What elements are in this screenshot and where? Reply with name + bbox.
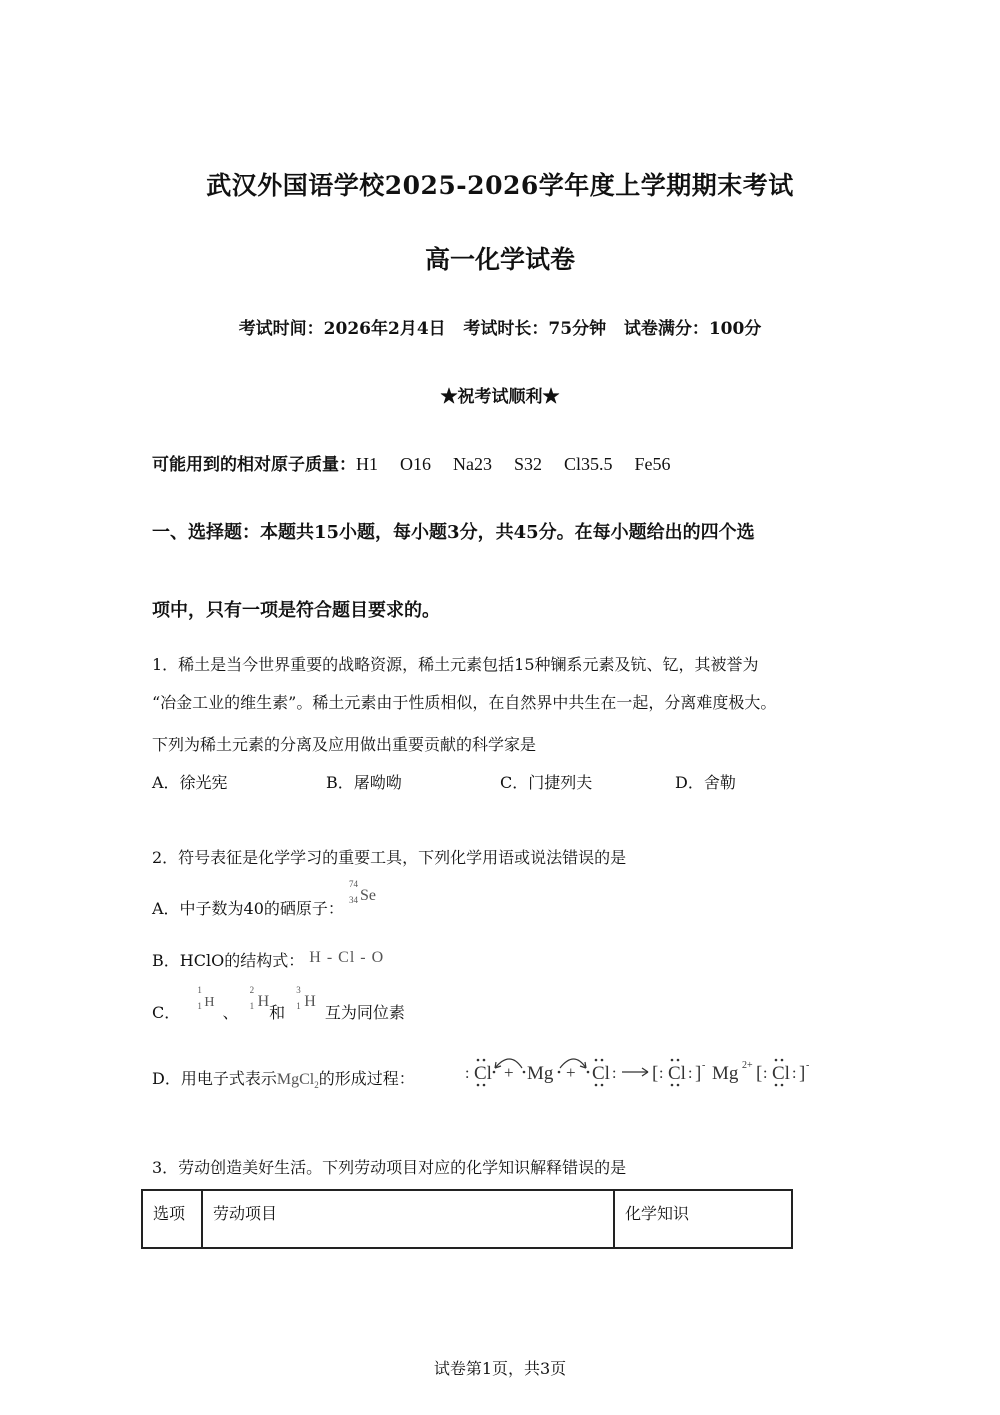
isotope-h2 — [249, 985, 270, 1011]
svg-text:Cl: Cl — [668, 1063, 686, 1084]
q1-line2: “冶金工业的维生素”。稀土元素由于性质相似，在自然界中共生在一起，分离难度极大。 — [152, 693, 777, 712]
svg-text::: : — [465, 1065, 470, 1082]
q1-option-b: B．屠呦呦 — [326, 773, 402, 792]
isotope-h3 — [296, 985, 316, 1011]
mass-item: S32 — [514, 454, 543, 474]
q1-option-a: A．徐光宪 — [152, 773, 228, 792]
svg-text:Cl: Cl — [592, 1063, 610, 1084]
q2-option-a — [152, 879, 377, 919]
svg-text:Cl: Cl — [474, 1063, 492, 1084]
isotope-symbol: H — [204, 995, 215, 1010]
svg-text:+: + — [504, 1063, 514, 1082]
svg-text:[: [ — [652, 1063, 659, 1084]
isotope-symbol: H — [257, 993, 270, 1010]
exam-subtitle: 高一化学试卷 — [424, 245, 575, 274]
hclo-structure: H - Cl - O — [309, 949, 385, 966]
isotope-mass: 2 — [249, 985, 255, 995]
svg-text:[: [ — [756, 1063, 763, 1084]
mass-item: O16 — [400, 454, 431, 474]
isotope-symbol: H — [304, 993, 316, 1010]
q2-option-c — [152, 985, 405, 1023]
q2-stem: 2．符号表征是化学学习的重要工具，下列化学用语或说法错误的是 — [152, 848, 627, 867]
svg-text::: : — [688, 1065, 693, 1082]
table-header-row — [142, 1190, 792, 1248]
formula-subscript: 2 — [314, 1080, 319, 1091]
mass-item: Na23 — [453, 454, 492, 474]
isotope-atomic: 1 — [249, 1001, 255, 1011]
q1-line3: 下列为稀土元素的分离及应用做出重要贡献的科学家是 — [152, 735, 537, 754]
element-symbol: Se — [360, 887, 377, 904]
exam-title: 武汉外国语学校2025-2026学年度上学期期末考试 — [206, 171, 794, 200]
svg-text::: : — [792, 1065, 797, 1082]
svg-text:+: + — [566, 1063, 576, 1082]
mass-item: H1 — [356, 454, 378, 474]
isotope-mass: 1 — [197, 985, 202, 995]
section-heading-line2: 项中，只有一项是符合题目要求的。 — [152, 600, 440, 621]
isotope-atomic: 1 — [197, 1001, 202, 1011]
svg-text:-: - — [702, 1060, 706, 1071]
selenium-nuclide — [349, 879, 377, 905]
mass-item: Cl35.5 — [564, 454, 613, 474]
mgcl2-electron-dot-diagram — [462, 1048, 822, 1094]
svg-text:Mg: Mg — [712, 1063, 739, 1084]
q2-d-text: D．用电子式表示 — [152, 1069, 277, 1088]
formula-main: MgCl — [276, 1071, 315, 1088]
table-header-knowledge: 化学知识 — [614, 1190, 792, 1248]
mass-number: 74 — [349, 879, 359, 889]
q2-c-suffix: 互为同位素 — [324, 1003, 405, 1022]
isotope-mass: 3 — [296, 985, 301, 995]
atomic-number: 34 — [349, 895, 359, 905]
q2-option-d — [152, 1066, 415, 1090]
page-footer: 试卷第1页，共3页 — [433, 1359, 567, 1378]
q2-a-text: A．中子数为40的硒原子： — [152, 899, 344, 918]
svg-text::: : — [612, 1065, 617, 1082]
q1-line1: 1．稀土是当今世界重要的战略资源，稀土元素包括15种镧系元素及钪、钇，其被誉为 — [152, 655, 759, 674]
svg-text:-: - — [806, 1060, 810, 1071]
svg-text::: : — [659, 1065, 664, 1082]
q3-stem: 3．劳动创造美好生活。下列劳动项目对应的化学知识解释错误的是 — [152, 1158, 627, 1177]
q3-table — [141, 1189, 793, 1249]
svg-text::: : — [763, 1065, 768, 1082]
isotope-atomic: 1 — [296, 1001, 301, 1011]
svg-text:2+: 2+ — [742, 1060, 753, 1071]
blessing: ★祝考试顺利★ — [440, 387, 560, 407]
q2-c-prefix: C． — [152, 1003, 181, 1022]
svg-text:]: ] — [799, 1063, 806, 1084]
q2-option-b — [152, 948, 384, 971]
svg-text:Mg: Mg — [527, 1063, 554, 1084]
q1-option-d: D．舍勒 — [675, 773, 736, 792]
atomic-masses — [152, 450, 693, 475]
atomic-masses-label: 可能用到的相对原子质量： — [152, 455, 356, 475]
isotope-h1 — [197, 985, 215, 1011]
svg-text:Cl: Cl — [772, 1063, 790, 1084]
q2-d-text2: 的形成过程： — [318, 1069, 415, 1088]
table-header-option: 选项 — [142, 1190, 202, 1248]
mass-item: Fe56 — [634, 454, 671, 474]
mgcl2-formula — [276, 1071, 319, 1091]
q1-option-c: C．门捷列夫 — [500, 773, 593, 792]
svg-text:]: ] — [695, 1063, 702, 1084]
q2-c-sep2: 和 — [269, 1003, 286, 1022]
section-heading-line1: 一、选择题：本题共15小题，每小题3分，共45分。在每小题给出的四个选 — [152, 522, 755, 543]
exam-info: 考试时间：2026年2月4日 考试时长：75分钟 试卷满分：100分 — [238, 319, 762, 339]
q2-c-sep1: 、 — [222, 1003, 239, 1022]
table-header-task: 劳动项目 — [202, 1190, 614, 1248]
q2-b-text: B．HClO的结构式： — [152, 951, 305, 970]
